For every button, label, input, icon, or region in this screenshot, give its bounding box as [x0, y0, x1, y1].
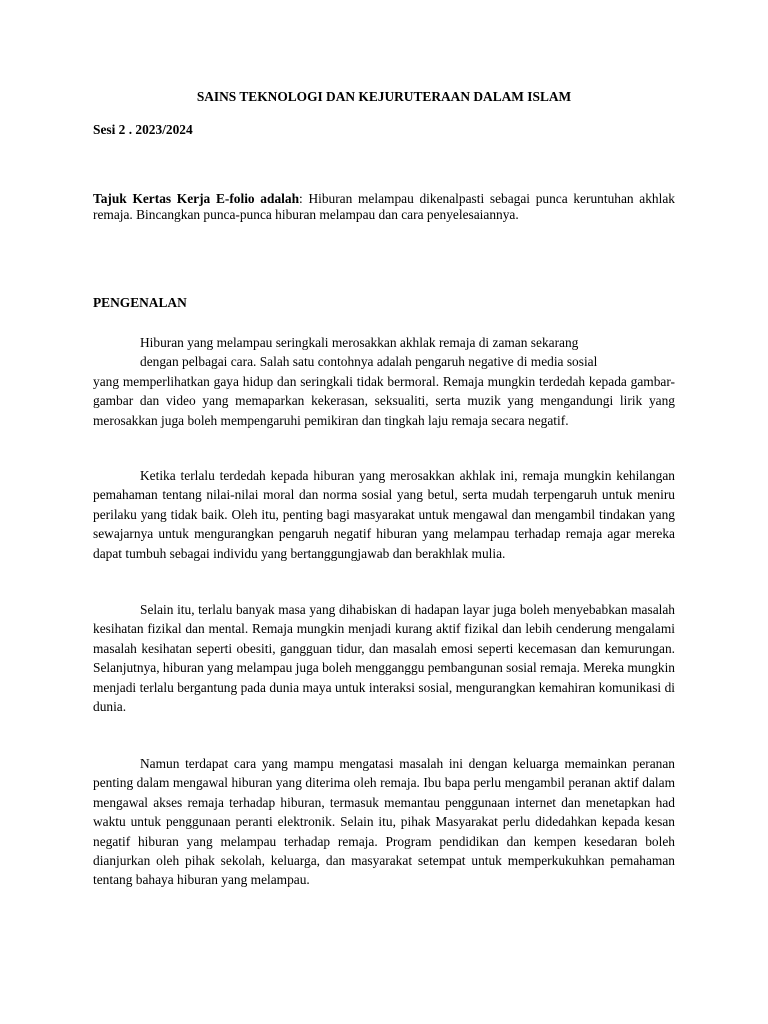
paragraph-2: Ketika terlalu terdedah kepada hiburan yang merosakkan akhlak ini, remaja mungkin kehilangan pemahaman tentang nilai-nilai moral dan norma sosial yang betul, serta mudah terpengaruh untuk meniru perilaku yang tidak baik. Oleh itu, penting bagi masyarakat untuk mengawal dan mengambil tindakan yang sewajarnya untuk mengurangkan pengaruh negatif hiburan yang melampau terhadap remaja agar mereka dapat tumbuh sebagai individu yang bertanggungjawab dan berakhlak mulia. — [93, 468, 675, 561]
paragraph-1-line-1: Hiburan yang melampau seringkali merosakkan akhlak remaja di zaman sekarang — [140, 335, 582, 350]
session-label: Sesi 2 . 2023/2024 — [93, 122, 193, 137]
paragraph-4: Namun terdapat cara yang mampu mengatasi masalah ini dengan keluarga memainkan peranan penting dalam mengawal hiburan yang diterima oleh remaja. Ibu bapa perlu mengambil peranan aktif dalam mengawal akses remaja terhadap hiburan, termasuk memantau penggunaan internet dan menetapkan had waktu untuk penggunaan peranti elektronik. Selain itu, pihak Masyarakat perlu didedahkan kepada kesan negatif hiburan yang melampau terhadap remaja. Program pendidikan dan kempen kesedaran boleh dianjurkan oleh pihak sekolah, keluarga, dan masyarakat setempat untuk memperkukuhkan pemahaman tentang bahaya hiburan yang melampau. — [93, 756, 675, 888]
paragraph-1-rest: yang memperlihatkan gaya hidup dan seringkali tidak bermoral. Remaja mungkin terdedah kepada gambar-gambar dan video yang memaparkan kekerasan, seksualiti, serta muzik yang mengandungi lirik yang merosakkan juga boleh mempengaruhi pemikiran dan tingkah laju remaja secara negatif. — [93, 373, 675, 428]
paragraph-1 — [93, 333, 675, 430]
paragraph-1-line-2: dengan pelbagai cara. Salah satu contohnya adalah pengaruh negative di media sosial — [140, 354, 598, 370]
topic-separator: : — [299, 191, 303, 206]
section-heading: PENGENALAN — [93, 295, 187, 310]
topic-statement — [93, 191, 675, 222]
paragraph-3: Selain itu, terlalu banyak masa yang dihabiskan di hadapan layar juga boleh menyebabkan masalah kesihatan fizikal dan mental. Remaja mungkin menjadi kurang aktif fizikal dan lebih cenderung mengalami masalah kesihatan seperti obesiti, gangguan tidur, dan masalah emosi seperti kecemasan dan kemurungan. Selanjutnya, hiburan yang melampau juga boleh mengganggu pembangunan sosial remaja. Mereka mungkin menjadi terlalu bergantung pada dunia maya untuk interaksi sosial, mengurangkan kemahiran komunikasi di dunia. — [93, 602, 675, 715]
topic-label: Tajuk Kertas Kerja E-folio adalah — [93, 191, 300, 206]
document-title: SAINS TEKNOLOGI DAN KEJURUTERAAN DALAM ISLAM — [196, 89, 572, 104]
topic-text: Hiburan melampau dikenalpasti sebagai punca keruntuhan akhlak remaja. Bincangkan punca-punca hiburan melampau dan cara penyelesaiannya. — [93, 191, 675, 222]
